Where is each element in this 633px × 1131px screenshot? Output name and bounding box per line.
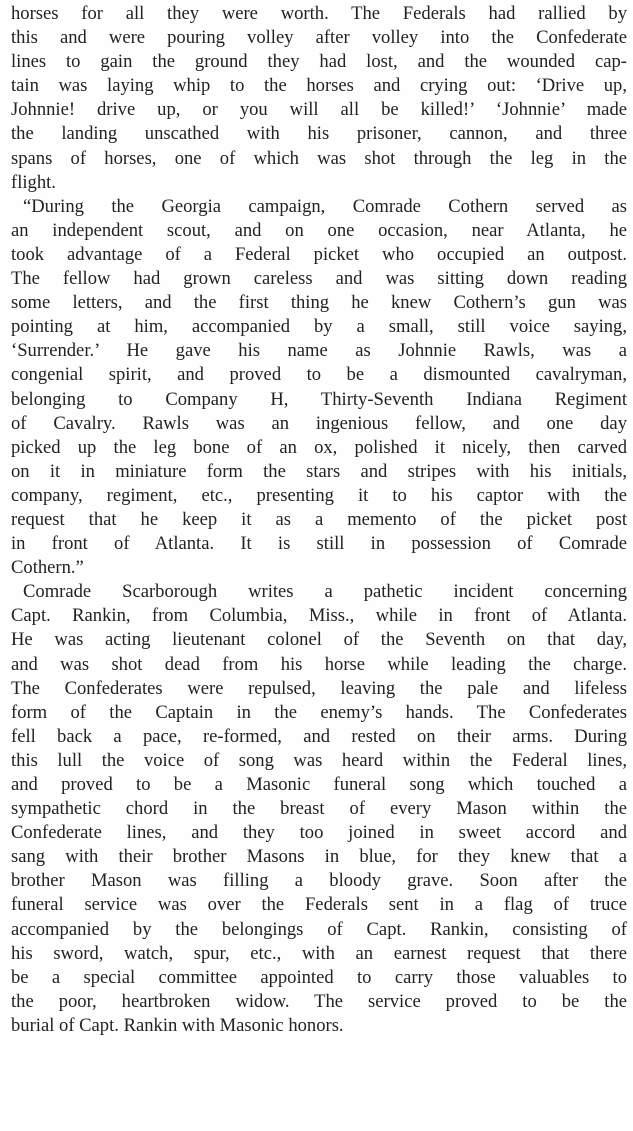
paragraph-1 <box>11 2 627 195</box>
text-line: horses for all they were worth. The Federals had rallied by <box>11 3 627 24</box>
text-line: Comrade Scarborough writes a pathetic incident concerning <box>23 581 627 603</box>
text-line: congenial spirit, and proved to be a dismounted cavalryman, <box>11 364 627 386</box>
text-line: He was acting lieutenant colonel of the Seventh on that day, <box>11 629 627 651</box>
text-line: spans of horses, one of which was shot through the leg in the <box>11 147 627 169</box>
text-line: this and were pouring volley after volley into the Confederate <box>11 27 627 49</box>
text-line: accompanied by the belongings of Capt. Rankin, consisting of <box>11 918 627 940</box>
text-line: flight. <box>11 171 56 193</box>
text-line: Capt. Rankin, from Columbia, Miss., while in front of Atlanta. <box>11 605 627 627</box>
text-line: the poor, heartbroken widow. The service proved to be the <box>11 990 627 1012</box>
text-line: some letters, and the first thing he knew Cothern’s gun was <box>11 292 627 314</box>
text-line: request that he keep it as a memento of the picket post <box>11 508 627 530</box>
text-line: lines to gain the ground they had lost, and the wounded cap- <box>11 51 627 73</box>
text-line: took advantage of a Federal picket who occupied an outpost. <box>11 243 627 265</box>
text-line: The Confederates were repulsed, leaving the pale and lifeless <box>11 677 627 699</box>
text-line: picked up the leg bone of an ox, polished it nicely, then carved <box>11 436 627 458</box>
text-line: funeral service was over the Federals sent in a flag of truce <box>11 894 627 916</box>
text-line: Cothern.” <box>11 557 84 579</box>
text-line: company, regiment, etc., presenting it to his captor with the <box>11 484 627 506</box>
text-line: his sword, watch, spur, etc., with an earnest request that there <box>11 942 627 964</box>
text-line: burial of Capt. Rankin with Masonic honors. <box>11 1014 344 1036</box>
text-line: Johnnie! drive up, or you will all be killed!’ ‘Johnnie’ made <box>11 99 627 121</box>
paragraph-2 <box>11 195 627 581</box>
text-line: brother Mason was filling a bloody grave. Soon after the <box>11 870 627 892</box>
text-line: in front of Atlanta. It is still in possession of Comrade <box>11 533 627 555</box>
text-line: on it in miniature form the stars and stripes with his initials, <box>11 460 627 482</box>
text-line: this lull the voice of song was heard within the Federal lines, <box>11 749 627 771</box>
text-line: Confederate lines, and they too joined in sweet accord and <box>11 822 627 844</box>
text-line: and was shot dead from his horse while leading the charge. <box>11 653 627 675</box>
text-line: tain was laying whip to the horses and crying out: ‘Drive up, <box>11 75 627 97</box>
text-line: of Cavalry. Rawls was an ingenious fellow, and one day <box>11 412 627 434</box>
text-line: sympathetic chord in the breast of every Mason within the <box>11 798 627 820</box>
text-line: form of the Captain in the enemy’s hands. The Confederates <box>11 701 627 723</box>
text-line: belonging to Company H, Thirty-Seventh Indiana Regiment <box>11 388 627 410</box>
text-line: and proved to be a Masonic funeral song which touched a <box>11 774 627 795</box>
text-line: The fellow had grown careless and was sitting down reading <box>11 268 627 290</box>
text-line: the landing unscathed with his prisoner, cannon, and three <box>11 123 627 145</box>
text-line: an independent scout, and on one occasion, near Atlanta, he <box>11 219 627 241</box>
text-line: “During the Georgia campaign, Comrade Cothern served as <box>23 195 627 217</box>
text-line: fell back a pace, re-formed, and rested on their arms. During <box>11 725 627 747</box>
text-line: sang with their brother Masons in blue, for they knew that a <box>11 846 627 868</box>
paragraph-3 <box>11 580 627 1038</box>
text-line: pointing at him, accompanied by a small, still voice saying, <box>11 316 627 338</box>
text-line: be a special committee appointed to carry those valuables to <box>11 966 627 988</box>
text-line: ‘Surrender.’ He gave his name as Johnnie Rawls, was a <box>11 340 627 362</box>
